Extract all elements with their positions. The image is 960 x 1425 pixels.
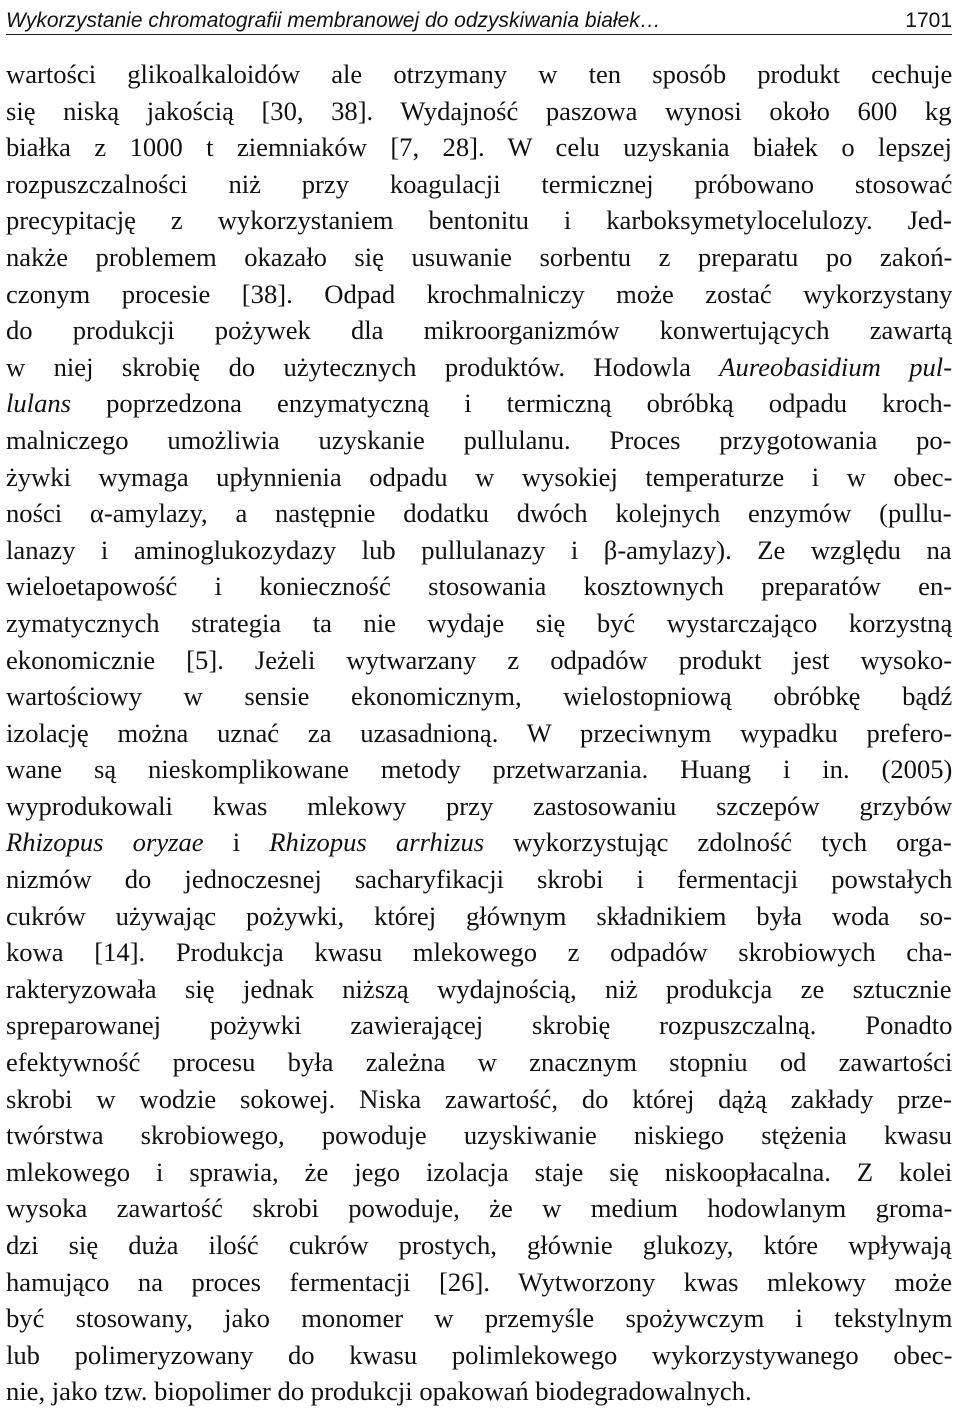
text-line xyxy=(6,93,952,130)
page-number: 1701 xyxy=(905,9,952,32)
text-segment: mlekowego i sprawia, że jego izolacja staje się niskoopłacalna. Z kolei xyxy=(6,1156,952,1187)
text-line xyxy=(6,678,952,715)
text-segment: być stosowany, jako monomer w przemyśle spożywczym i tekstylnym xyxy=(6,1303,952,1334)
text-line xyxy=(6,1337,952,1374)
text-segment: poprzedzona enzymatyczną i termiczną obróbką odpadu kroch- xyxy=(71,388,952,419)
text-line xyxy=(6,532,952,569)
text-segment: spreparowanej pożywki zawierającej skrobię rozpuszczalną. Ponadto xyxy=(6,1010,952,1041)
text-segment: kowa [14]. Produkcja kwasu mlekowego z odpadów skrobiowych cha- xyxy=(6,937,952,968)
body-text xyxy=(6,56,952,1410)
text-line xyxy=(6,1264,952,1301)
text-segment: i xyxy=(203,827,270,858)
text-line xyxy=(6,788,952,825)
text-segment: ności α-amylazy, a następnie dodatku dwóch kolejnych enzymów (pullu- xyxy=(6,498,952,529)
text-line xyxy=(6,1007,952,1044)
text-segment: ekonomicznie [5]. Jeżeli wytwarzany z odpadów produkt jest wysoko- xyxy=(6,644,952,675)
text-segment: zymatycznych strategia ta nie wydaje się być wystarczająco korzystną xyxy=(6,607,952,638)
text-line xyxy=(6,349,952,386)
text-line xyxy=(6,459,952,496)
text-segment: cukrów używając pożywki, której głównym składnikiem była woda so- xyxy=(6,900,952,931)
text-segment: dzi się duża ilość cukrów prostych, głównie glukozy, które wpływają xyxy=(6,1230,952,1260)
text-segment: żywki wymaga upłynnienia odpadu w wysokiej temperaturze i w obec- xyxy=(6,461,952,492)
text-segment: się niską jakością [30, 38]. Wydajność paszowa wynosi około 600 kg xyxy=(6,95,952,126)
text-line xyxy=(6,1300,952,1337)
text-segment: skrobi w wodzie sokowej. Niska zawartość, do której dążą zakłady prze- xyxy=(6,1083,952,1114)
text-segment: wykorzystując zdolność tych orga- xyxy=(484,827,952,858)
text-segment: precypitację z wykorzystaniem bentonitu i karboksymetylocelulozy. Jed- xyxy=(6,205,952,236)
text-line xyxy=(6,1227,952,1264)
text-line xyxy=(6,1044,952,1081)
running-head xyxy=(6,4,952,35)
text-segment: wieloetapowość i konieczność stosowania kosztownych preparatów en- xyxy=(6,571,952,602)
text-line xyxy=(6,715,952,752)
text-line xyxy=(6,1081,952,1118)
text-segment: twórstwa skrobiowego, powoduje uzyskiwanie niskiego stężenia kwasu xyxy=(6,1120,952,1151)
text-segment: wartości glikoalkaloidów ale otrzymany w ten sposób produkt cechuje xyxy=(6,59,952,89)
text-line xyxy=(6,495,952,532)
italic-text: Aureobasidium pul- xyxy=(719,351,952,382)
text-line xyxy=(6,971,952,1008)
text-line xyxy=(6,1373,952,1410)
text-segment: izolację można uznać za uzasadnioną. W przeciwnym wypadku prefero- xyxy=(6,717,952,748)
running-title: Wykorzystanie chromatografii membranowej do odzyskiwania białek… xyxy=(6,9,661,32)
italic-text: Rhizopus oryzae xyxy=(6,827,204,858)
text-segment: wane są nieskomplikowane metody przetwarzania. Huang i in. (2005) xyxy=(6,754,952,785)
text-segment: hamująco na proces fermentacji [26]. Wytworzony kwas mlekowy może xyxy=(6,1266,952,1297)
text-line xyxy=(6,824,952,861)
text-line xyxy=(6,934,952,971)
text-segment: nizmów do jednoczesnej sacharyfikacji skrobi i fermentacji powstałych xyxy=(6,864,952,895)
text-segment: rakteryzowała się jednak niższą wydajnością, niż produkcja ze sztucznie xyxy=(6,973,952,1004)
text-segment: nie, jako tzw. biopolimer do produkcji opakowań biodegradowalnych. xyxy=(6,1376,752,1407)
text-line xyxy=(6,1190,952,1227)
text-line xyxy=(6,1154,952,1191)
text-segment: rozpuszczalności niż przy koagulacji termicznej próbowano stosować xyxy=(6,168,952,199)
text-line xyxy=(6,166,952,203)
text-segment: efektywność procesu była zależna w znacznym stopniu od zawartości xyxy=(6,1047,952,1078)
text-segment: wartościowy w sensie ekonomicznym, wielostopniową obróbkę bądź xyxy=(6,681,952,712)
text-line xyxy=(6,642,952,679)
text-line xyxy=(6,202,952,239)
text-line xyxy=(6,385,952,422)
text-segment: wyprodukowali kwas mlekowy przy zastosowaniu szczepów grzybów xyxy=(6,790,952,821)
text-line xyxy=(6,568,952,605)
italic-text: Rhizopus arrhizus xyxy=(269,827,485,858)
text-segment: malniczego umożliwia uzyskanie pullulanu. Proces przygotowania po- xyxy=(6,424,952,455)
text-segment: lub polimeryzowany do kwasu polimlekowego wykorzystywanego obec- xyxy=(6,1339,952,1370)
text-line xyxy=(6,129,952,166)
italic-text: lulans xyxy=(6,388,72,419)
text-line xyxy=(6,312,952,349)
text-line xyxy=(6,422,952,459)
text-segment: w niej skrobię do użytecznych produktów. Hodowla xyxy=(6,351,720,382)
text-line xyxy=(6,1117,952,1154)
text-line xyxy=(6,276,952,313)
text-line xyxy=(6,861,952,898)
text-line xyxy=(6,239,952,276)
text-segment: czonym procesie [38]. Odpad krochmalniczy może zostać wykorzystany xyxy=(6,278,952,309)
text-segment: nakże problemem okazało się usuwanie sorbentu z preparatu po zakoń- xyxy=(6,241,952,272)
text-segment: do produkcji pożywek dla mikroorganizmów konwertujących zawartą xyxy=(6,315,952,346)
text-segment: białka z 1000 t ziemniaków [7, 28]. W celu uzyskania białek o lepszej xyxy=(6,132,952,163)
text-line xyxy=(6,751,952,788)
text-line xyxy=(6,56,952,93)
text-segment: wysoka zawartość skrobi powoduje, że w medium hodowlanym groma- xyxy=(6,1193,952,1224)
text-line xyxy=(6,605,952,642)
text-line xyxy=(6,898,952,935)
text-segment: lanazy i aminoglukozydazy lub pullulanazy i β-amylazy). Ze względu na xyxy=(6,534,952,565)
